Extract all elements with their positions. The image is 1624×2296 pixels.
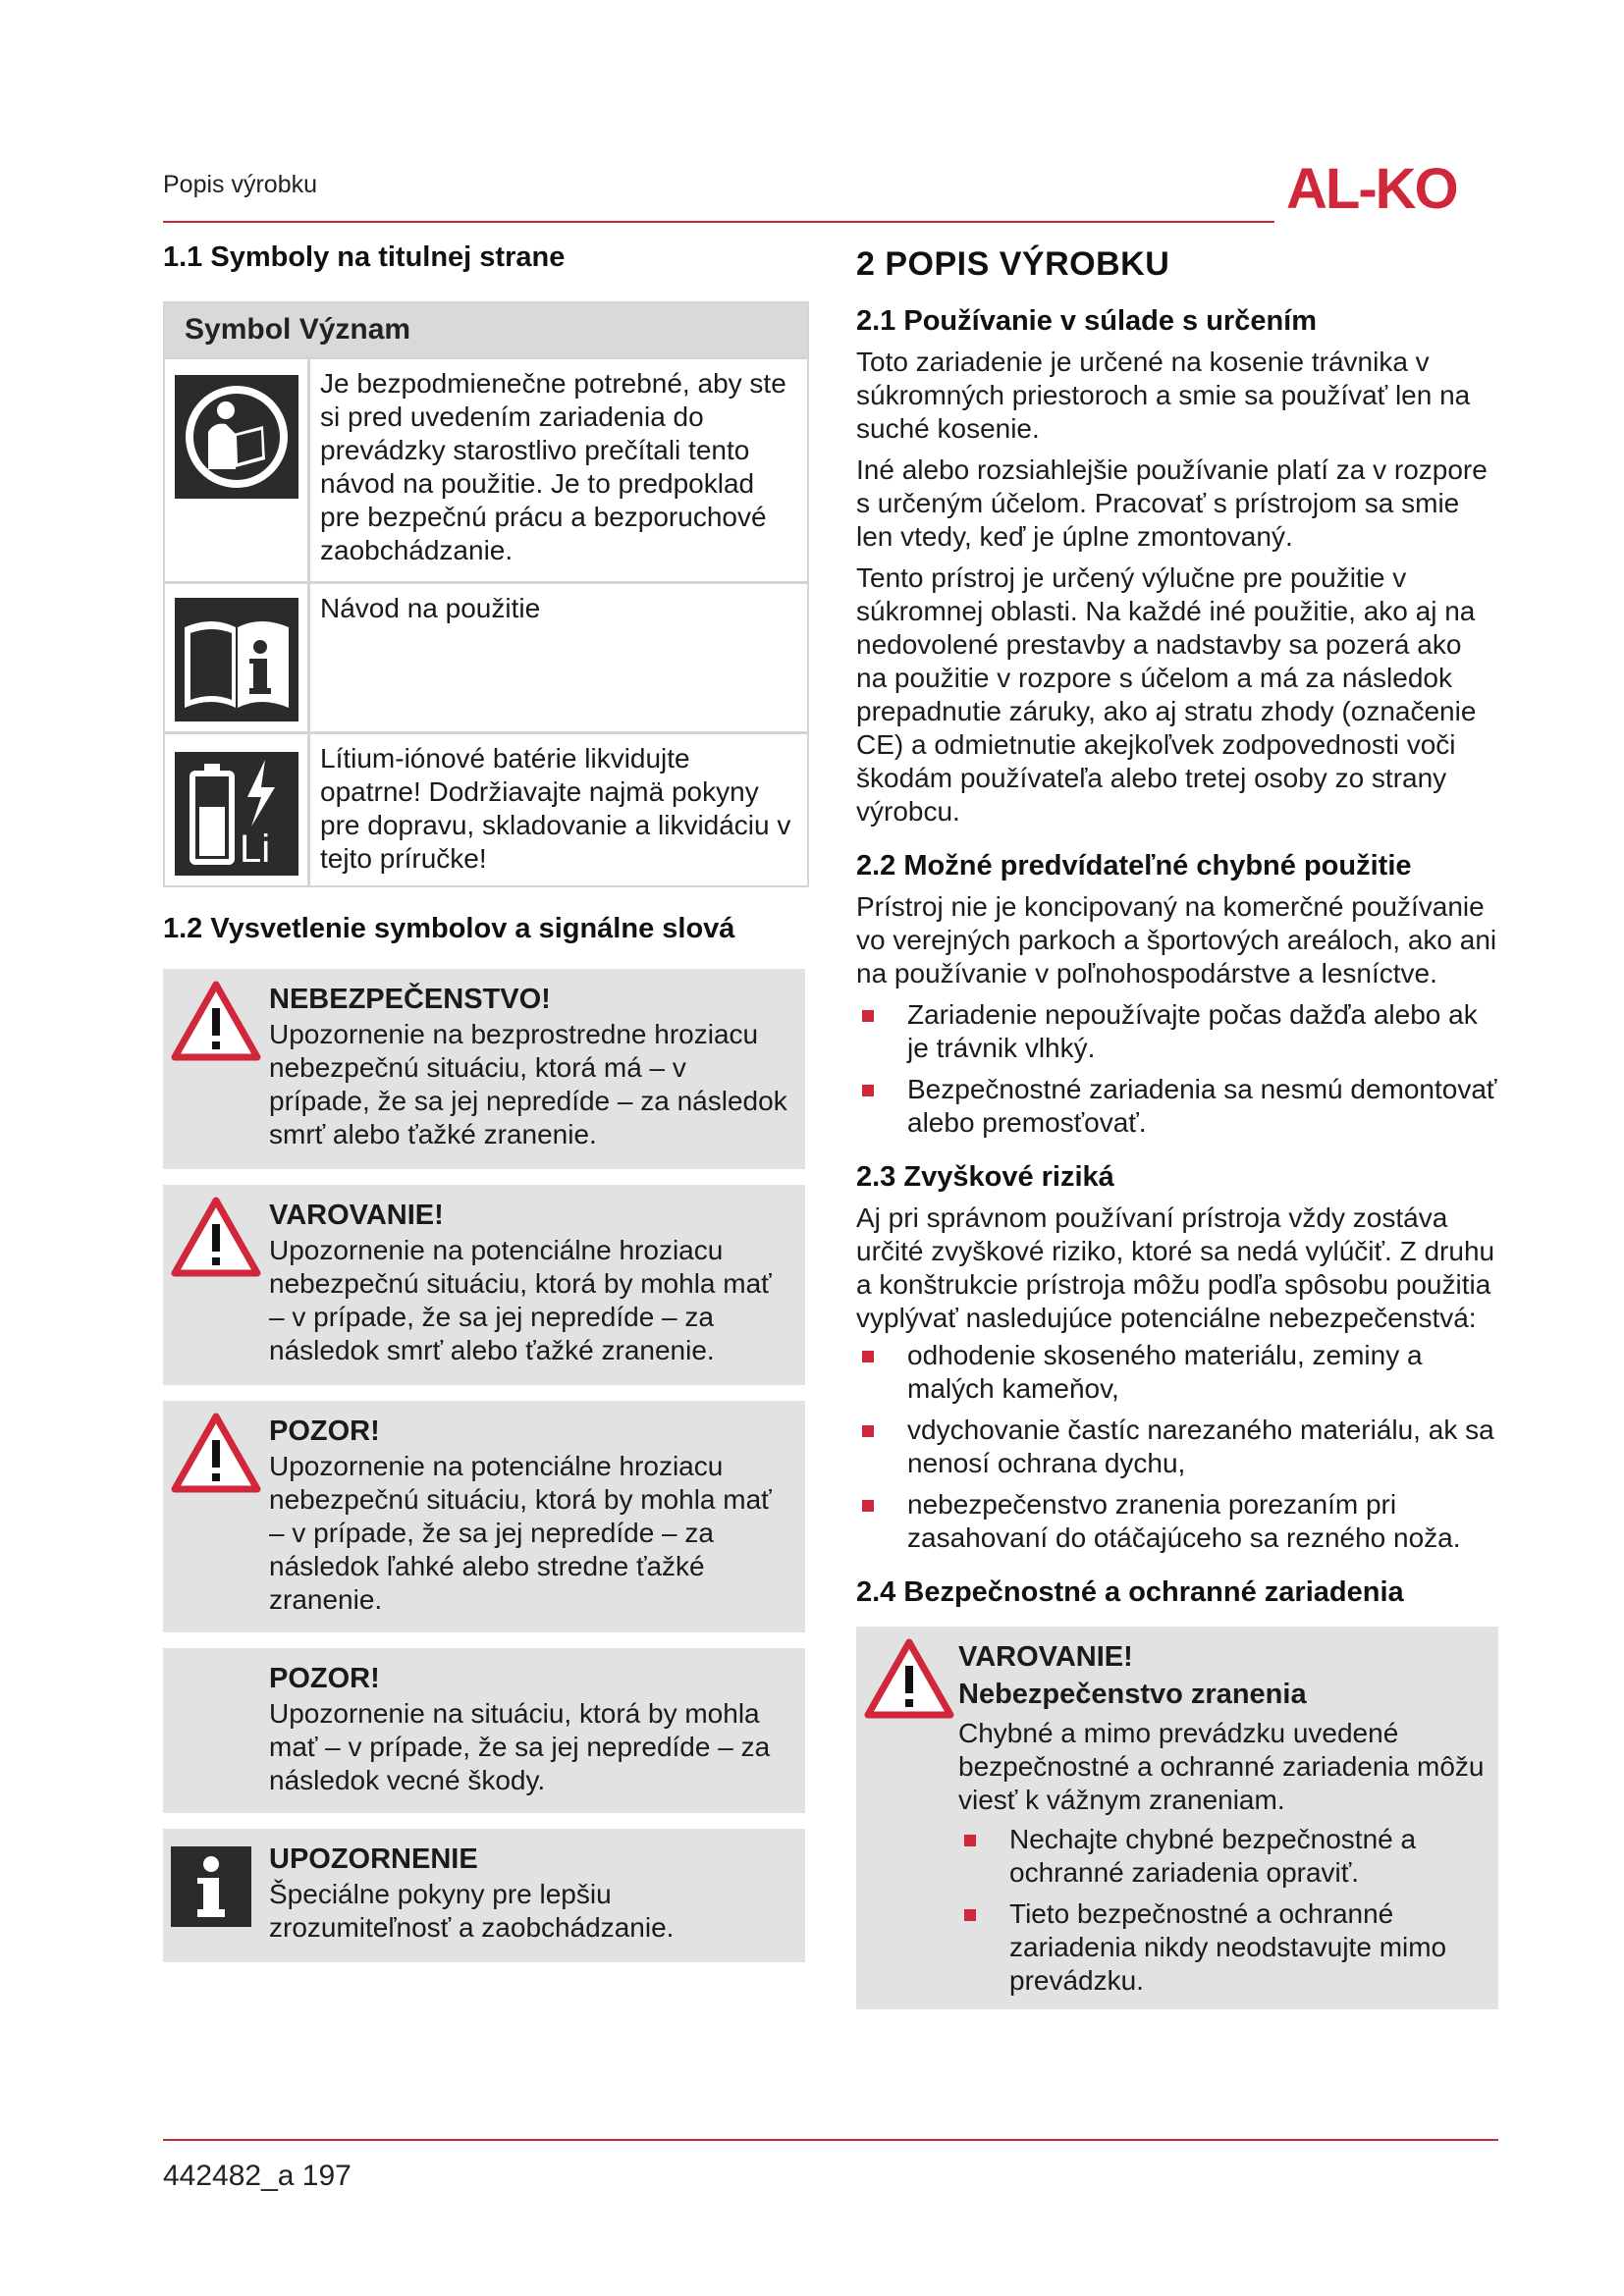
signal-word: NEBEZPEČENSTVO!	[269, 984, 551, 1015]
bullet-list	[958, 1823, 1485, 1998]
chapter-title: 2 POPIS VÝROBKU	[856, 245, 1170, 283]
paragraph: Prístroj nie je koncipovaný na komerčné používanie vo verejných parkoch a športových areáloch, ako ani na používanie v poľnohospodárstve a lesníctve.	[856, 891, 1497, 988]
info-icon	[171, 1846, 251, 1927]
list-item: Tieto bezpečnostné a ochranné zariadenia nikdy neodstavujte mimo prevádzku.	[958, 1897, 1485, 1998]
table-row	[165, 356, 807, 581]
notice-box	[163, 1829, 805, 1962]
symbol-cell	[165, 359, 310, 581]
signal-text: Upozornenie na potenciálne hroziacu nebezpečnú situáciu, ktorá by mohla mať – v prípade, že sa jej nepredíde – za následok smrť alebo ťažké zranenie.	[269, 1235, 772, 1365]
right-column	[856, 241, 1498, 2009]
signal-text: Špeciálne pokyny pre lepšiu zrozumiteľnosť a zaobchádzanie.	[269, 1879, 675, 1943]
list-item: nebezpečenstvo zranenia porezaním pri zasahovaní do otáčajúceho sa rezného noža.	[856, 1488, 1498, 1555]
paragraph: Toto zariadenie je určené na kosenie trávnika v súkromných priestoroch a smie sa používať len na suché kosenie.	[856, 347, 1471, 444]
lithium-battery-icon	[175, 752, 298, 876]
running-header: Popis výrobku	[163, 171, 318, 198]
meaning-cell: Lítium-iónové batérie likvidujte opatrne! Dodržiavajte najmä pokyny pre dopravu, skladovanie a likvidáciu v tejto príručke!	[320, 743, 791, 874]
section-heading-1-2: 1.2 Vysvetlenie symbolov a signálne slová	[163, 913, 735, 944]
signal-text: Upozornenie na bezprostredne hroziacu nebezpečnú situáciu, ktorá má – v prípade, že sa jej nepredíde – za následok smrť alebo ťažké zranenie.	[269, 1019, 787, 1149]
alko-logo-icon	[1286, 157, 1502, 216]
paragraph: Iné alebo rozsiahlejšie používanie platí za v rozpore s určeným účelom. Pracovať s prístrojom sa smie len vtedy, keď je úplne zmontovaný.	[856, 454, 1488, 552]
svg-text:Li: Li	[239, 828, 270, 871]
warning-triangle-icon	[864, 1638, 954, 1719]
section-heading-2-2: 2.2 Možné predvídateľné chybné použitie	[856, 850, 1412, 881]
table-header: Symbol Význam	[165, 303, 807, 356]
list-item: vdychovanie častíc narezaného materiálu, ak sa nenosí ochrana dychu,	[856, 1414, 1498, 1480]
signal-word: VAROVANIE!	[958, 1641, 1133, 1673]
list-item: Zariadenie nepoužívajte počas dažďa alebo ak je trávnik vlhký.	[856, 998, 1498, 1065]
property-damage-box	[163, 1648, 805, 1813]
paragraph: Aj pri správnom používaní prístroja vždy zostáva určité zvyškové riziko, ktoré sa nedá vylúčiť. Z druhu a konštrukcie prístroja môžu podľa spôsobu použitia vyplývať nasledujúce potenciálne nebezpečenstvá:	[856, 1202, 1495, 1333]
signal-text: Chybné a mimo prevádzku uvedené bezpečnostné a ochranné zariadenia môžu viesť k vážnym zraneniam.	[958, 1718, 1485, 1815]
left-column	[163, 241, 805, 1962]
section-heading-2-1: 2.1 Používanie v súlade s určením	[856, 305, 1318, 337]
warning-box	[163, 1185, 805, 1385]
meaning-cell: Návod na použitie	[320, 593, 541, 623]
warning-triangle-icon	[171, 1413, 261, 1493]
header-rule	[163, 221, 1274, 223]
symbols-table	[163, 301, 809, 887]
bullet-list	[856, 998, 1498, 1140]
table-row	[165, 581, 807, 731]
svg-text:AL-KO: AL-KO	[1286, 157, 1457, 216]
warning-triangle-icon	[171, 981, 261, 1061]
signal-word: POZOR!	[269, 1415, 380, 1447]
section-heading-1-1: 1.1 Symboly na titulnej strane	[163, 241, 566, 273]
paragraph: Tento prístroj je určený výlučne pre použitie v súkromnej oblasti. Na každé iné použitie, ako aj na nedovolené prestavby a nadstavby sa pozerá ako na použitie v rozpore s účelom a má za následok prepadnutie záruky, ako aj stratu zhody (označenie CE) a odmietnutie akejkoľvek zodpovednosti voči škodám používateľa alebo tretej osoby zo strany výrobcu.	[856, 562, 1477, 827]
signal-word: UPOZORNENIE	[269, 1843, 478, 1875]
warning-triangle-icon	[171, 1197, 261, 1277]
danger-box	[163, 969, 805, 1169]
section-heading-2-3: 2.3 Zvyškové riziká	[856, 1161, 1114, 1193]
symbol-cell	[165, 584, 310, 731]
manual-info-icon	[175, 598, 298, 721]
signal-text: Upozornenie na potenciálne hroziacu nebezpečnú situáciu, ktorá by mohla mať – v prípade, že sa jej nepredíde – za následok ľahké alebo stredne ťažké zranenie.	[269, 1451, 772, 1615]
caution-box	[163, 1401, 805, 1632]
meaning-cell: Je bezpodmienečne potrebné, aby ste si pred uvedením zariadenia do prevádzky starostlivo prečítali tento návod na použitie. Je to predpoklad pre bezpečnú prácu a bezporuchové zaobchádzanie.	[320, 368, 786, 565]
alko-logo	[1286, 157, 1502, 221]
table-row	[165, 731, 807, 885]
hazard-subtitle: Nebezpečenstvo zranenia	[958, 1679, 1307, 1710]
footer-rule	[163, 2139, 1498, 2141]
section-heading-2-4: 2.4 Bezpečnostné a ochranné zariadenia	[856, 1576, 1404, 1608]
bullet-list	[856, 1339, 1498, 1555]
page-number: 442482_a 197	[163, 2160, 352, 2192]
list-item: Bezpečnostné zariadenia sa nesmú demontovať alebo premosťovať.	[856, 1073, 1498, 1140]
symbol-cell	[165, 734, 310, 885]
signal-text: Upozornenie na situáciu, ktorá by mohla mať – v prípade, že sa jej nepredíde – za následok vecné škody.	[269, 1698, 771, 1795]
signal-word: VAROVANIE!	[269, 1200, 444, 1231]
signal-word: POZOR!	[269, 1663, 380, 1694]
list-item: odhodenie skoseného materiálu, zeminy a malých kameňov,	[856, 1339, 1498, 1406]
list-item: Nechajte chybné bezpečnostné a ochranné zariadenia opraviť.	[958, 1823, 1485, 1890]
read-manual-icon	[175, 375, 298, 499]
warning-box	[856, 1627, 1498, 2009]
